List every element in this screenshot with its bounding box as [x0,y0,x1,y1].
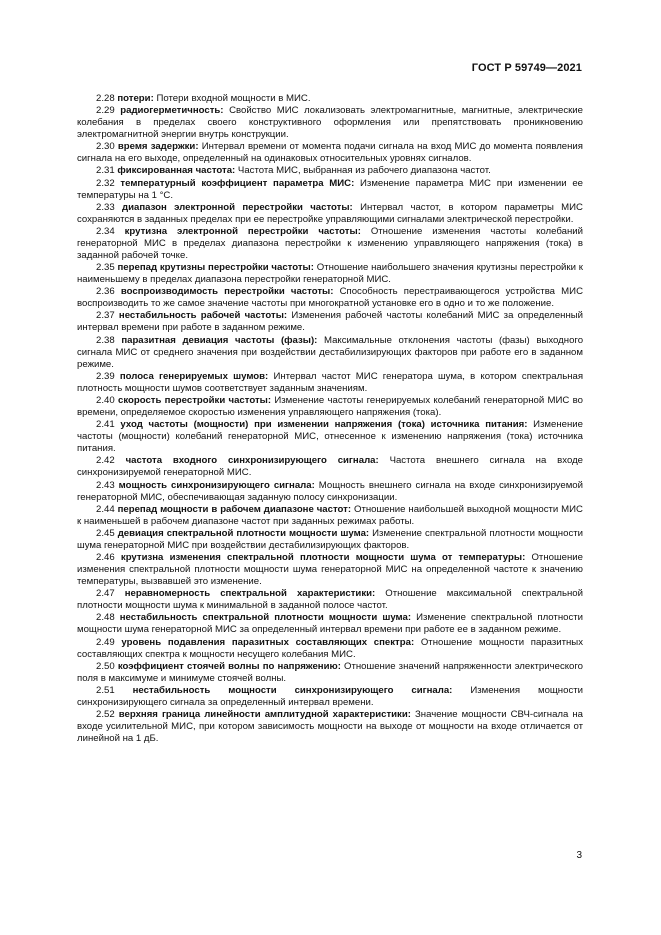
entry-term: нестабильность рабочей частоты: [118,310,288,322]
definition-entry [77,685,583,709]
entry-term: воспроизводимость перестройки частоты: [120,286,334,298]
entry-term: скорость перестройки частоты: [117,394,272,406]
entry-definition: Изменение спектральной плотности мощности шума генераторной МИС за определенный интервал времени при работе ее в заданном режиме. [77,612,584,636]
definition-entry [77,480,583,504]
definition-entry [77,709,583,745]
definition-entry [77,637,583,661]
entry-definition: Свойство МИС локализовать электромагнитные, магнитные, электрические колебания в пределах своего конструктивного оформления или препятствовать проникновению электромагнитной энергии внутрь конструкции. [77,105,584,141]
entry-number: 2.42 [96,455,115,467]
definition-entry [77,661,583,685]
entry-number: 2.43 [96,479,115,491]
entry-number: 2.41 [96,419,115,431]
entry-definition: Интервал времени от момента подачи сигнала на вход МИС до момента появления сигнала на его выходе, определенный на одинаковых относительных уровнях сигналов. [77,141,583,165]
entry-definition: Отношение максимальной спектральной плотности мощности шума к минимальной в заданной полосе частот. [77,588,583,612]
definition-entry [77,504,583,528]
definition-entry [77,105,583,141]
entry-number: 2.45 [96,527,115,539]
entry-term: частота входного синхронизирующего сигнала: [125,455,379,467]
entry-number: 2.40 [96,394,115,406]
entry-definition: Значение мощности СВЧ-сигнала на входе усилительной МИС, при котором зависимость мощности на выходе от мощности на входе отличается от линейной на 1 дБ. [77,708,584,745]
definition-entry [77,455,583,479]
entry-number: 2.50 [96,660,115,672]
entry-number: 2.46 [96,551,115,563]
page-number: 3 [576,850,582,861]
entry-term: уровень подавления паразитных составляющих спектра: [121,636,415,648]
entry-definition: Отношение наибольшей выходной мощности МИС к наименьшей в рабочем диапазоне частот при заданных режимах работы. [77,503,583,527]
definition-entry [77,226,583,262]
definition-entry [77,395,583,419]
entry-number: 2.52 [96,708,115,720]
entry-term: время задержки: [117,141,199,153]
entry-number: 2.28 [96,93,115,104]
entry-definition: Изменение спектральной плотности мощности шума генераторной МИС при воздействии дестабилизирующих факторов. [77,527,583,551]
entry-number: 2.51 [96,684,115,696]
entry-definition: Отношение изменения спектральной плотности мощности шума генераторной МИС на определенной частоте к значению температуры, вызвавшей это изменение. [77,551,583,588]
entry-definition: Отношение значений напряженности электрического поля в максимуме и минимуме стоячей волны. [77,660,584,684]
entry-term: перепад крутизны перестройки частоты: [117,262,314,274]
entry-term: полоса генерируемых шумов: [119,370,269,382]
entry-number: 2.47 [96,588,115,600]
entry-definition: Изменение параметра МИС при изменении ее температуры на 1 °С. [77,177,584,201]
entry-term: радиогерметичность: [120,105,224,117]
entry-number: 2.38 [96,334,115,346]
entry-number: 2.49 [96,636,115,648]
entry-term: крутизна электронной перестройки частоты: [124,225,361,237]
entry-definition: Изменения рабочей частоты колебаний МИС за определенный интервал времени при работе в заданном режиме. [77,310,584,334]
entry-term: потери: [117,93,154,104]
definition-entry [77,141,583,165]
entry-term: нестабильность мощности синхронизирующего сигнала: [132,684,453,696]
entry-term: коэффициент стоячей волны по напряжению: [117,660,341,672]
entry-number: 2.32 [96,177,115,189]
entry-number: 2.33 [96,201,115,213]
definition-entry [77,419,583,455]
definition-entry [77,528,583,552]
definition-entry [77,286,583,310]
entry-definition: Интервал частот, в котором параметры МИС сохраняются в заданных пределах при ее перестройке управляющими сигналами электрической перестройки. [77,201,583,225]
entry-number: 2.44 [96,503,115,515]
definition-entry [77,165,583,177]
entry-number: 2.34 [96,225,115,237]
definition-entry [77,202,583,226]
definition-entry [77,588,583,612]
entry-number: 2.48 [96,612,115,624]
definition-entry [77,335,583,371]
entry-number: 2.39 [96,370,115,382]
definition-entry [77,612,583,636]
entry-term: нестабильность спектральной плотности мощности шума: [119,612,412,624]
definition-entry [77,371,583,395]
entry-term: температурный коэффициент параметра МИС: [120,177,355,189]
entry-definition: Изменение частоты (мощности) колебаний генераторной МИС, отнесенное к изменению напряжения (тока) источника питания. [77,419,583,455]
entry-number: 2.30 [96,141,115,153]
entry-term: перепад мощности в рабочем диапазоне частот: [117,503,352,515]
entry-definition: Интервал частот МИС генератора шума, в котором спектральная плотность мощности шумов соответствует заданным значениям. [77,370,584,394]
entry-term: верхняя граница линейности амплитудной характеристики: [118,708,411,720]
entry-definition: Изменение частоты генерируемых колебаний генераторной МИС во времени, определяемое скоростью изменения управляющего напряжения (тока). [77,394,583,419]
entry-definition: Частота внешнего сигнала на входе синхронизируемой генераторной МИС. [77,455,583,479]
definitions-list [77,93,583,745]
entry-definition: Отношение мощности паразитных составляющих спектра к мощности несущего колебания МИС. [77,636,583,660]
entry-definition: Мощность внешнего сигнала на входе синхронизируемой генераторной МИС, обеспечивающая заданную полосу синхронизации. [77,479,583,503]
entry-definition: Отношение изменения частоты колебаний генераторной МИС в пределах диапазона перестройки к изменению управляющего напряжения (тока) в заданной рабочей точке. [77,225,584,262]
entry-definition: Способность перестраивающегося устройства МИС воспроизводить то же самое значение частоты при многократной установке его в одно и то же положение. [77,286,583,310]
definition-entry [77,310,583,334]
definition-entry [77,178,583,202]
entry-term: девиация спектральной плотности мощности шума: [117,527,370,539]
entry-definition: Отношение наибольшего значения крутизны перестройки к наименьшему в пределах диапазона перестройки генераторной МИС. [77,262,583,286]
entry-term: паразитная девиация частоты (фазы): [121,334,318,346]
entry-number: 2.29 [96,105,115,117]
entry-number: 2.35 [96,262,115,274]
entry-definition: Потери входной мощности в МИС. [156,93,311,104]
entry-term: уход частоты (мощности) при изменении напряжения (тока) источника питания: [120,419,528,431]
entry-number: 2.37 [96,310,115,322]
definition-entry [77,262,583,286]
entry-term: мощность синхронизирующего сигнала: [118,479,315,491]
definition-entry [77,552,583,588]
entry-definition: Частота МИС, выбранная из рабочего диапазона частот. [237,165,491,177]
entry-term: фиксированная частота: [117,165,236,177]
entry-term: диапазон электронной перестройки частоты: [122,201,353,213]
standard-designation: ГОСТ Р 59749—2021 [471,62,582,74]
entry-definition: Изменения мощности синхронизирующего сигнала за определенный интервал времени. [77,684,583,708]
entry-term: неравномерность спектральной характеристики: [124,588,376,600]
definition-entry [77,93,583,105]
entry-number: 2.36 [96,286,115,298]
entry-number: 2.31 [96,165,115,177]
entry-term: крутизна изменения спектральной плотности мощности шума от температуры: [120,551,526,563]
entry-definition: Максимальные отклонения частоты (фазы) выходного сигнала МИС от среднего значения при воздействии дестабилизирующих факторов при работе его в заданном режиме. [77,334,584,370]
